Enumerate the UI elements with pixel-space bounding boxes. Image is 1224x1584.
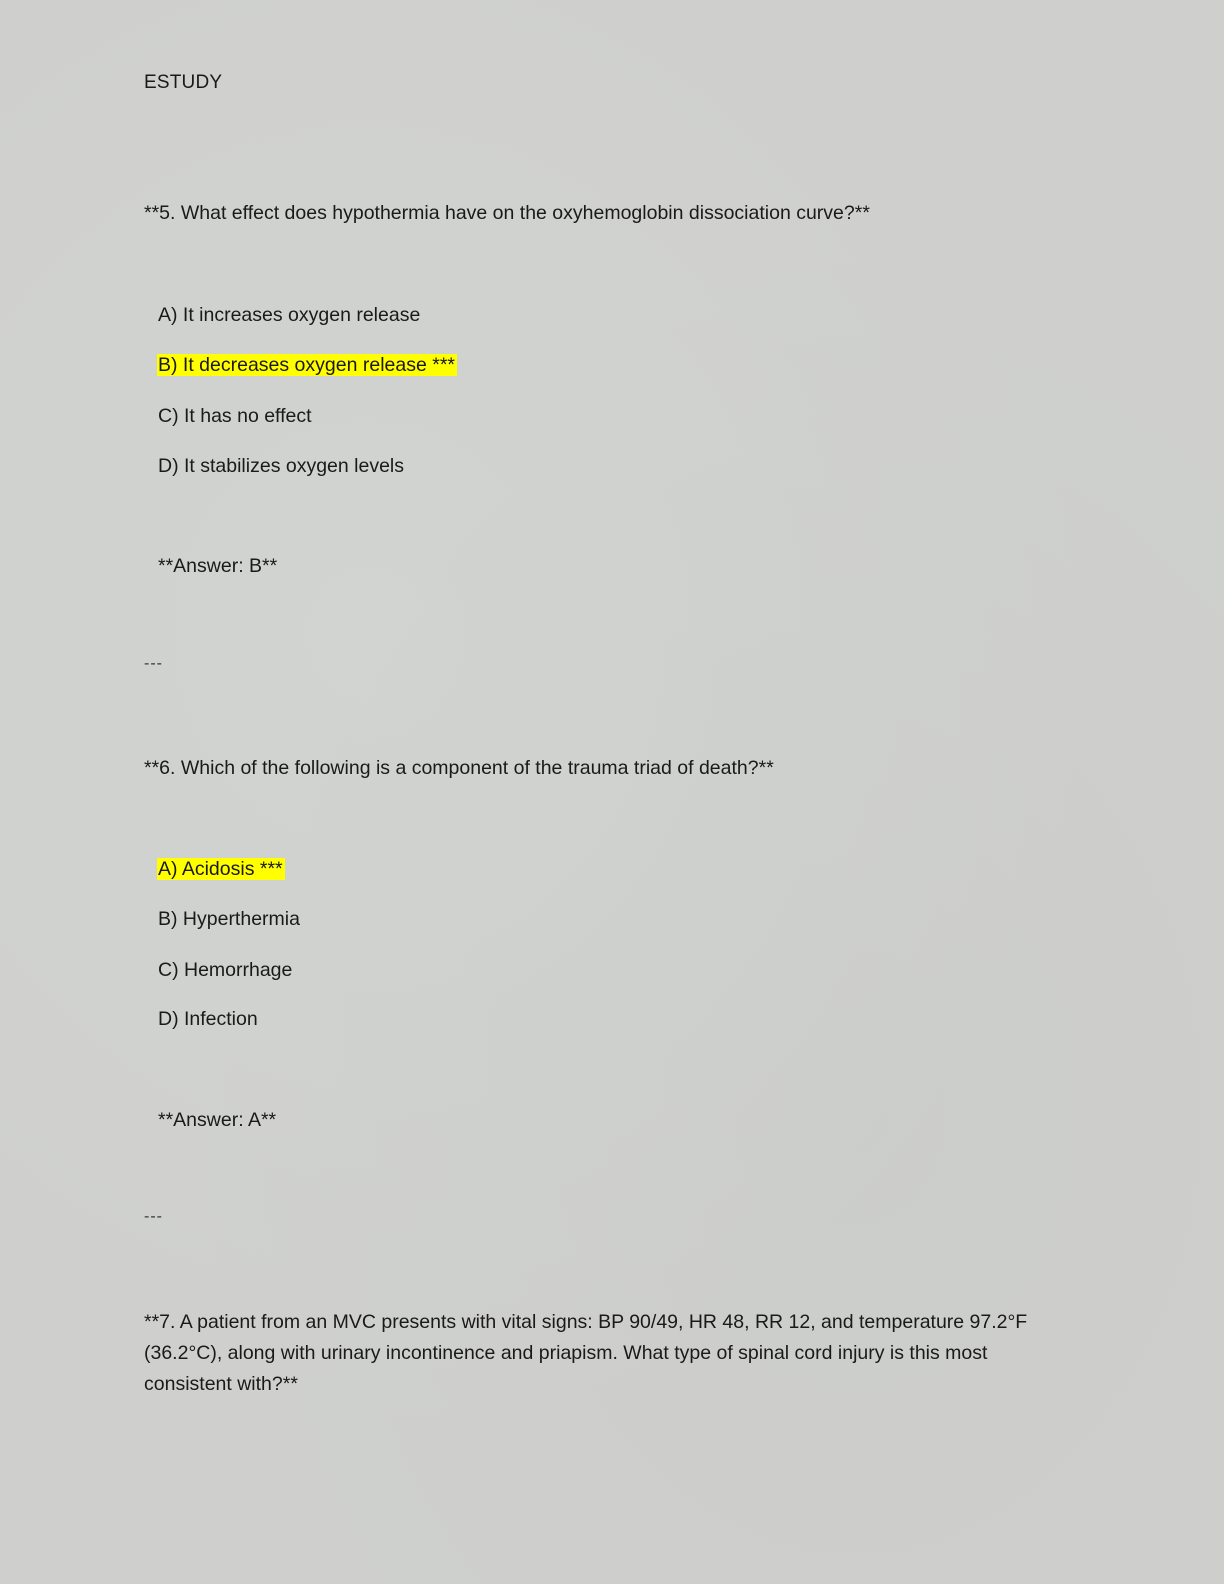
q6-option-b (158, 906, 300, 932)
q5-option-d-label: D) It stabilizes oxygen levels (158, 455, 405, 477)
document-header: ESTUDY (144, 72, 223, 93)
question-5-text: **5. What effect does hypothermia have on the oxyhemoglobin dissociation curve?** (144, 202, 870, 224)
q6-option-b-label: B) Hyperthermia (158, 908, 300, 930)
q5-option-b (158, 352, 457, 378)
question-6-text: **6. Which of the following is a component of the trauma triad of death?** (144, 757, 774, 779)
q6-option-a (158, 856, 285, 882)
q6-option-c (158, 957, 292, 983)
q5-option-c (158, 403, 312, 429)
q6-option-d (158, 1006, 258, 1032)
q5-option-c-label: C) It has no effect (158, 405, 312, 427)
q5-option-a (158, 302, 420, 328)
question-7-text: **7. A patient from an MVC presents with vital signs: BP 90/49, HR 48, RR 12, and temperature 97.2°F (36.2°C), along with urinary incontinence and priapism. What type of spinal cord injury is this most consistent with?** (144, 1311, 1028, 1395)
q6-option-a-highlighted-label: A) Acidosis *** (158, 858, 283, 880)
q6-option-c-label: C) Hemorrhage (158, 959, 293, 981)
separator-2: --- (144, 1208, 163, 1225)
q6-answer: **Answer: A** (158, 1109, 277, 1131)
q6-option-d-label: D) Infection (158, 1008, 258, 1030)
q5-option-a-label: A) It increases oxygen release (158, 304, 421, 326)
separator-1: --- (144, 655, 163, 672)
q5-answer: **Answer: B** (158, 555, 278, 577)
q5-option-d (158, 453, 404, 479)
q5-option-b-highlighted-label: B) It decreases oxygen release *** (158, 354, 455, 376)
